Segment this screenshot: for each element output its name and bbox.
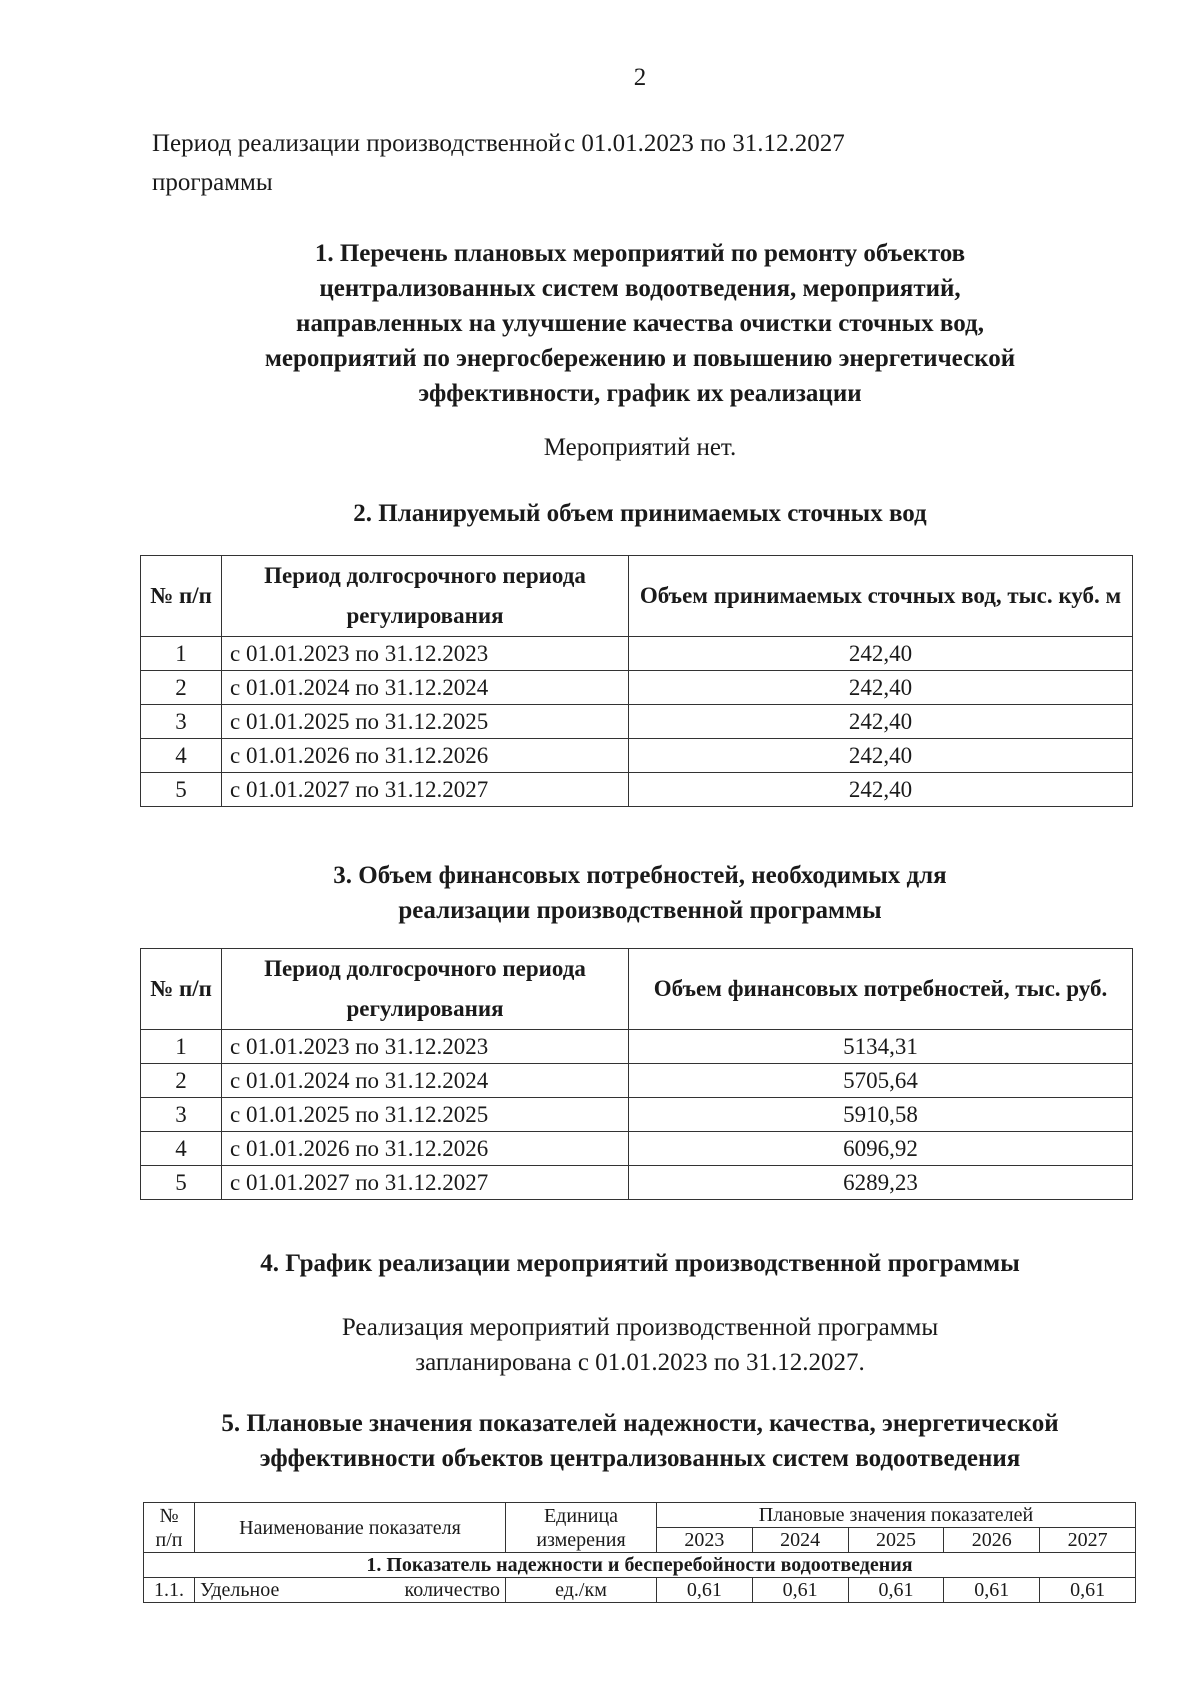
table-row	[141, 1166, 1133, 1200]
row-num: 1	[141, 637, 222, 671]
table-row	[141, 705, 1133, 739]
row-period: с 01.01.2024 по 31.12.2024	[222, 1064, 629, 1098]
header-year: 2027	[1040, 1528, 1136, 1553]
header-finance: Объем финансовых потребностей, тыс. руб.	[629, 949, 1133, 1030]
row-num: 4	[141, 739, 222, 773]
row-name-part: количество	[404, 1579, 500, 1601]
header-period: Период долгосрочного периода регулирования	[222, 556, 629, 637]
subsection-title: 1. Показатель надежности и бесперебойности водоотведения	[144, 1553, 1136, 1578]
financial-needs-table	[140, 948, 1133, 1200]
row-value: 5910,58	[629, 1098, 1133, 1132]
table-row	[141, 739, 1133, 773]
row-value: 6289,23	[629, 1166, 1133, 1200]
table-row	[144, 1578, 1136, 1603]
table-row	[141, 637, 1133, 671]
row-value: 0,61	[848, 1578, 944, 1603]
section5-title: 5. Плановые значения показателей надежности, качества, энергетической эффективности объектов централизованных систем водоотведения	[221, 1410, 1059, 1472]
header-period: Период долгосрочного периода регулирования	[222, 949, 629, 1030]
header-year: 2026	[944, 1528, 1040, 1553]
header-year: 2023	[657, 1528, 753, 1553]
table-header-row	[141, 556, 1133, 637]
period-label: Период реализации производственной программы	[152, 130, 562, 196]
row-period: с 01.01.2026 по 31.12.2026	[222, 1132, 629, 1166]
table-row	[141, 773, 1133, 807]
subsection-row	[144, 1553, 1136, 1578]
section1-note: Мероприятий нет.	[543, 434, 737, 461]
table-row	[141, 1132, 1133, 1166]
row-value: 242,40	[629, 705, 1133, 739]
header-volume: Объем принимаемых сточных вод, тыс. куб. м	[629, 556, 1133, 637]
row-num: 1	[141, 1030, 222, 1064]
row-value: 242,40	[629, 637, 1133, 671]
header-num: № п/п	[141, 556, 222, 637]
row-period: с 01.01.2024 по 31.12.2024	[222, 671, 629, 705]
row-unit: ед./км	[506, 1578, 657, 1603]
section2-title: 2. Планируемый объем принимаемых сточных вод	[353, 500, 927, 527]
header-year: 2025	[848, 1528, 944, 1553]
table-header-row	[144, 1503, 1136, 1528]
section4-title: 4. График реализации мероприятий производственной программы	[260, 1250, 1020, 1277]
row-num: 1.1.	[144, 1578, 195, 1603]
row-period: с 01.01.2027 по 31.12.2027	[222, 773, 629, 807]
row-value: 0,61	[1040, 1578, 1136, 1603]
row-num: 3	[141, 705, 222, 739]
header-unit: Единица измерения	[506, 1503, 657, 1553]
table-row	[141, 1030, 1133, 1064]
table-row	[141, 1064, 1133, 1098]
header-num: № п/п	[144, 1503, 195, 1553]
row-num: 5	[141, 773, 222, 807]
row-value: 6096,92	[629, 1132, 1133, 1166]
row-period: с 01.01.2025 по 31.12.2025	[222, 1098, 629, 1132]
row-name	[195, 1578, 506, 1603]
row-num: 5	[141, 1166, 222, 1200]
section1-title: 1. Перечень плановых мероприятий по ремонту объектов централизованных систем водоотведения, мероприятий, направленных на улучшение качества очистки сточных вод, мероприятий по энергосбережению и повышению энергетической эффективности, график их реализации	[264, 240, 1016, 407]
row-value: 242,40	[629, 671, 1133, 705]
row-period: с 01.01.2026 по 31.12.2026	[222, 739, 629, 773]
period-value: с 01.01.2023 по 31.12.2027	[564, 130, 845, 157]
header-num: № п/п	[141, 949, 222, 1030]
table-row	[141, 671, 1133, 705]
section4-note: Реализация мероприятий производственной программы запланирована с 01.01.2023 по 31.12.2027.	[341, 1314, 939, 1376]
row-period: с 01.01.2023 по 31.12.2023	[222, 1030, 629, 1064]
row-num: 2	[141, 671, 222, 705]
row-num: 3	[141, 1098, 222, 1132]
section3-title: 3. Объем финансовых потребностей, необходимых для реализации производственной программы	[333, 862, 947, 924]
row-value: 0,61	[752, 1578, 848, 1603]
header-year: 2024	[752, 1528, 848, 1553]
row-value: 0,61	[944, 1578, 1040, 1603]
wastewater-volume-table	[140, 555, 1133, 807]
row-value: 0,61	[657, 1578, 753, 1603]
header-planned-values: Плановые значения показателей	[657, 1503, 1136, 1528]
table-row	[141, 1098, 1133, 1132]
row-num: 4	[141, 1132, 222, 1166]
table-header-row	[141, 949, 1133, 1030]
row-period: с 01.01.2023 по 31.12.2023	[222, 637, 629, 671]
row-value: 242,40	[629, 739, 1133, 773]
indicators-table	[143, 1502, 1136, 1603]
header-name: Наименование показателя	[195, 1503, 506, 1553]
row-value: 5134,31	[629, 1030, 1133, 1064]
row-name-part: Удельное	[200, 1579, 280, 1601]
row-value: 242,40	[629, 773, 1133, 807]
row-value: 5705,64	[629, 1064, 1133, 1098]
row-num: 2	[141, 1064, 222, 1098]
page-number: 2	[633, 64, 647, 91]
row-period: с 01.01.2025 по 31.12.2025	[222, 705, 629, 739]
row-period: с 01.01.2027 по 31.12.2027	[222, 1166, 629, 1200]
